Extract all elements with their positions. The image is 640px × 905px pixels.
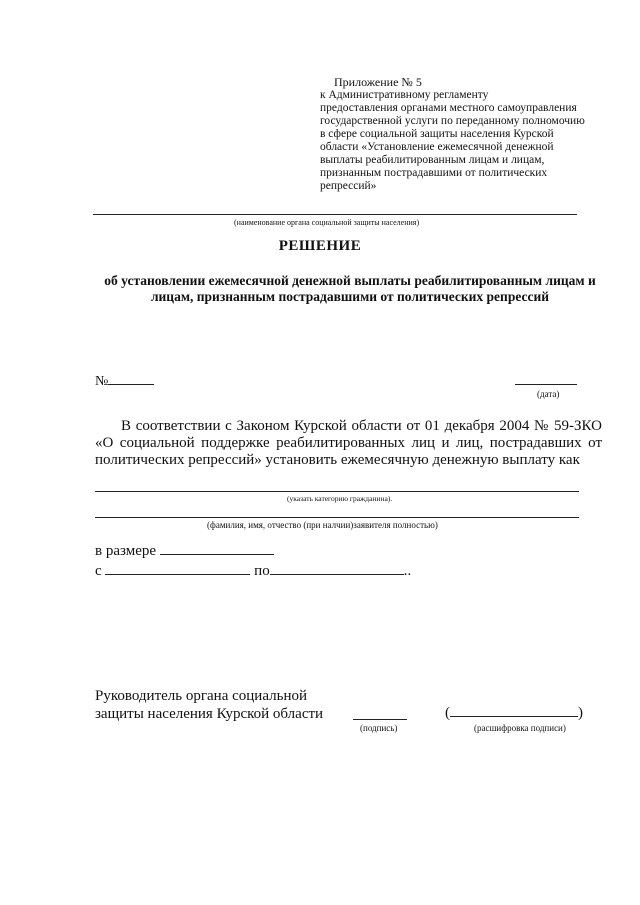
from-label: с — [95, 563, 102, 579]
appendix-block — [320, 76, 610, 193]
to-suffix: .. — [403, 563, 412, 579]
organ-name-line — [93, 214, 577, 215]
appendix-title: Приложение № 5 — [334, 75, 422, 89]
appendix-line: выплаты реабилитированным лицам и лицам, — [320, 154, 545, 166]
appendix-line: в сфере социальной защиты населения Курской — [320, 128, 554, 140]
period-field — [95, 562, 411, 580]
signature-line — [353, 719, 407, 720]
amount-field — [95, 542, 274, 560]
from-blank — [105, 562, 250, 575]
category-line — [95, 491, 579, 492]
decoding-field — [445, 704, 583, 722]
number-blank — [108, 372, 154, 385]
date-caption: (дата) — [537, 389, 560, 399]
appendix-line: признанным пострадавшими от политических — [320, 167, 548, 179]
signature-caption: (подпись) — [360, 723, 398, 733]
to-label: по — [254, 563, 270, 579]
signatory-block — [95, 687, 323, 723]
fio-caption: (фамилия, имя, отчество (при налчии)заявителя полностью) — [207, 520, 438, 530]
body-paragraph: В соответствии с Законом Курской области от 01 декабря 2004 № 59-ЗКО «О социальной поддержке реабилитированных лиц и лиц, пострадавших от политических репрессий» установить ежемесячную денежную выплату как — [95, 418, 602, 468]
amount-blank — [160, 542, 274, 555]
signatory-line-2: защиты населения Курской области — [95, 706, 324, 722]
category-caption: (указать категорию гражданина). — [287, 494, 393, 503]
number-field — [95, 372, 154, 390]
appendix-line: репрессий» — [320, 180, 377, 192]
date-line — [515, 384, 577, 385]
appendix-line: предоставления органами местного самоуправления — [320, 102, 577, 114]
appendix-line: области «Установление ежемесячной денежной — [320, 141, 554, 153]
decoding-blank — [450, 704, 578, 717]
decoding-open: ( — [445, 705, 450, 721]
appendix-line: к Административному регламенту — [320, 89, 489, 101]
fio-line — [95, 517, 579, 518]
document-heading: РЕШЕНИЕ — [278, 238, 362, 254]
appendix-line: государственной услуги по переданному полномочию — [320, 115, 585, 127]
amount-label: в размере — [95, 543, 157, 559]
to-blank — [270, 562, 404, 575]
number-label: № — [95, 374, 109, 389]
decoding-close: ) — [578, 705, 583, 721]
decoding-caption: (расшифровка подписи) — [474, 723, 566, 733]
signatory-line-1: Руководитель органа социальной — [95, 688, 307, 704]
organ-name-caption: (наименование органа социальной защиты населения) — [234, 218, 420, 227]
document-subject: об установлении ежемесячной денежной выплаты реабилитированным лицам и лицам, признанным пострадавшими от политических репрессий — [104, 273, 596, 304]
